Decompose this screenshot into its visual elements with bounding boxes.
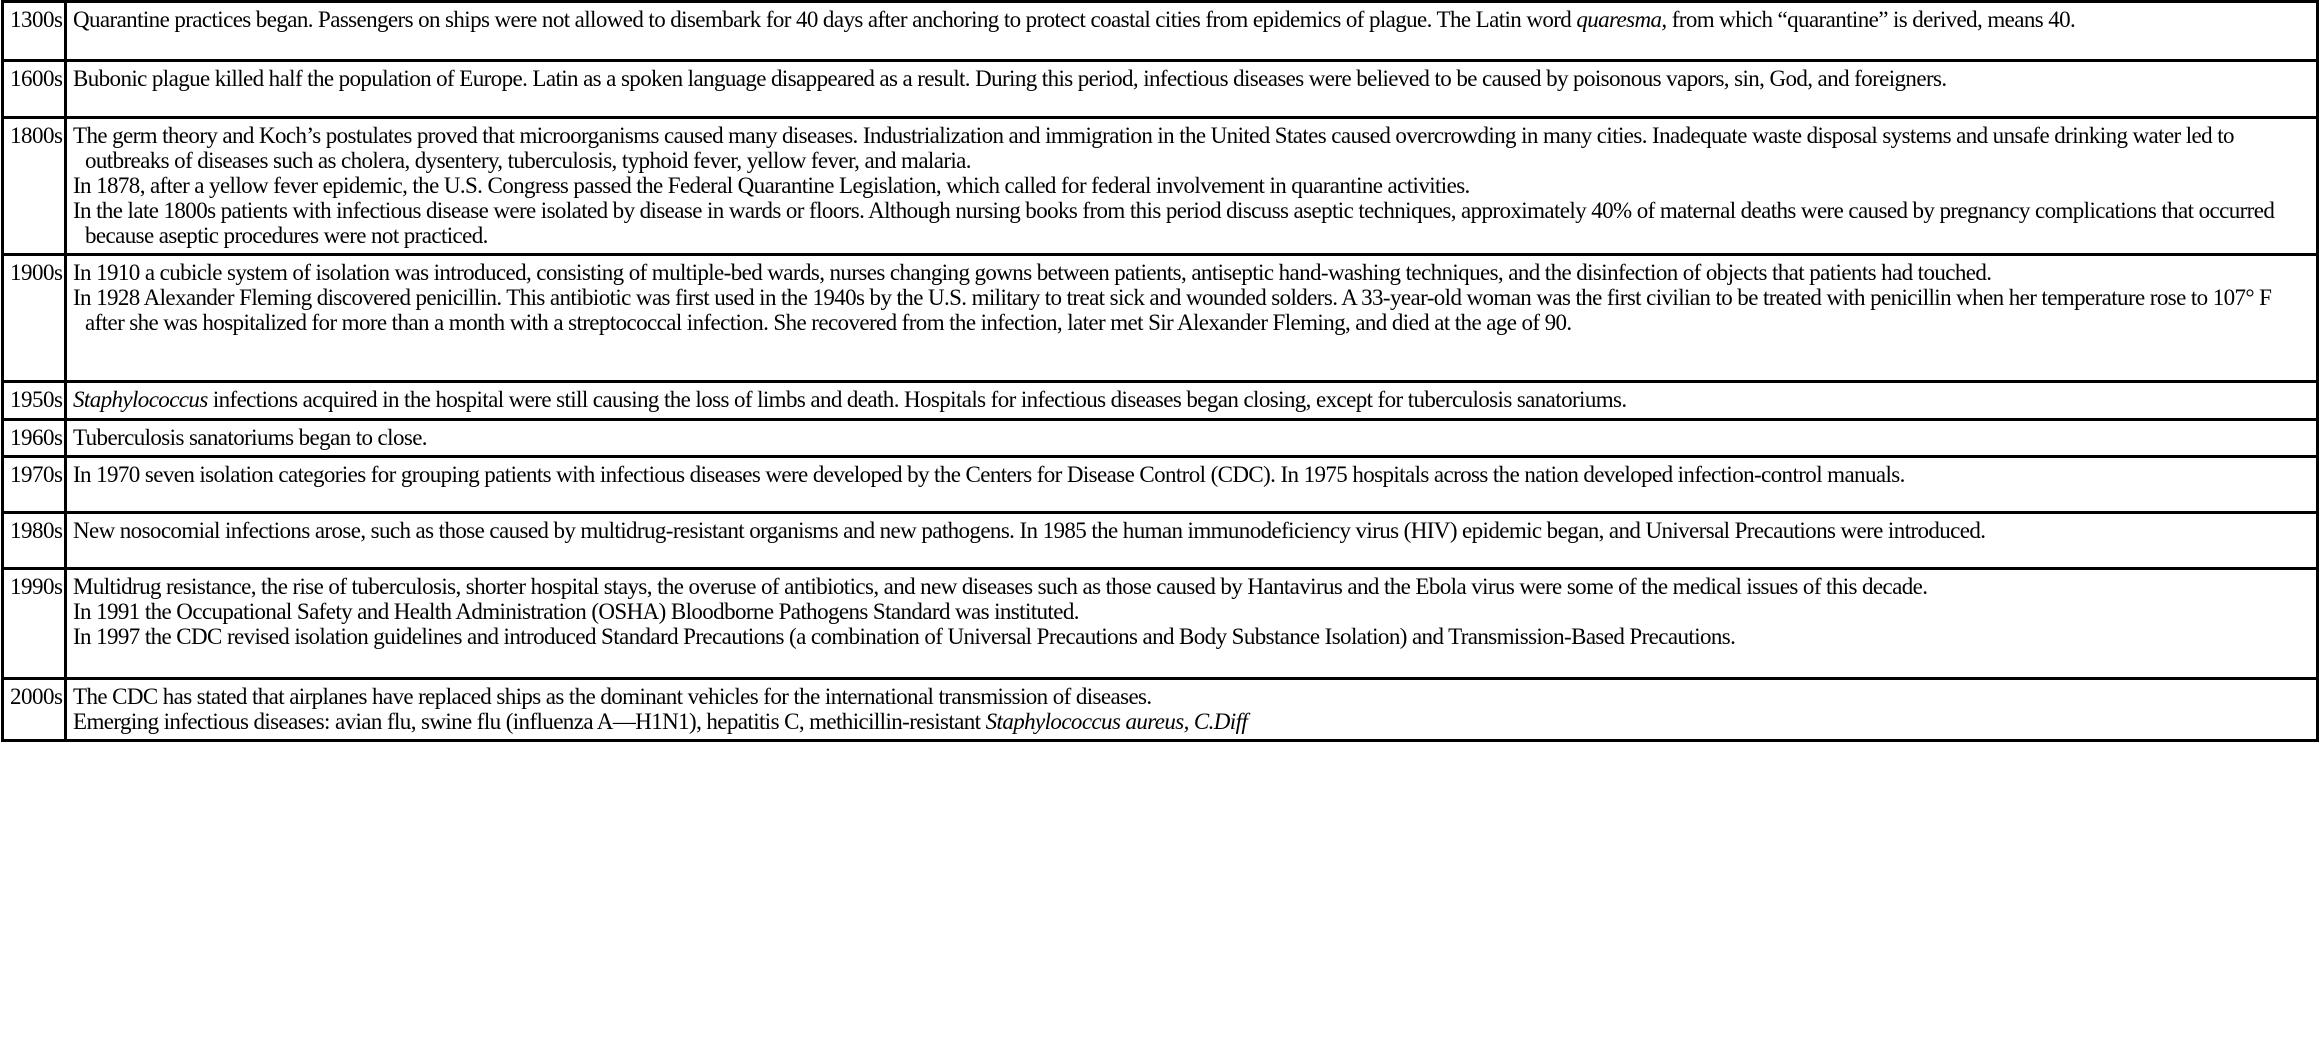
description-cell bbox=[66, 2, 2318, 61]
text-segment: Multidrug resistance, the rise of tuberculosis, shorter hospital stays, the overuse of antibiotics, and new diseases such as those caused by Hantavirus and the Ebola virus were some of the medical issues of this decade. bbox=[73, 574, 1928, 599]
text-segment: The germ theory and Koch’s postulates proved that microorganisms caused many diseases. Industrialization and immigration in the United States caused overcrowding in many cities. Inadequate waste disposal systems and unsafe drinking water led to outbreaks of diseases such as cholera, dysentery, tuberculosis, typhoid fever, yellow fever, and malaria. bbox=[73, 123, 2234, 173]
era-cell: 1600s bbox=[3, 61, 66, 118]
paragraph bbox=[73, 198, 2310, 248]
era-cell: 1990s bbox=[3, 569, 66, 679]
description-cell bbox=[66, 420, 2318, 457]
era-cell: 2000s bbox=[3, 679, 66, 741]
paragraph bbox=[73, 462, 2310, 487]
description-cell bbox=[66, 118, 2318, 255]
text-segment: In 1878, after a yellow fever epidemic, the U.S. Congress passed the Federal Quarantine Legislation, which called for federal involvement in quarantine activities. bbox=[73, 173, 1470, 198]
era-cell: 1980s bbox=[3, 513, 66, 569]
paragraph bbox=[73, 173, 2310, 198]
description-cell bbox=[66, 457, 2318, 513]
era-cell: 1800s bbox=[3, 118, 66, 255]
text-segment: Emerging infectious diseases: avian flu, swine flu (influenza A—H1N1), hepatitis C, methicillin-resistant bbox=[73, 709, 986, 734]
text-segment: Bubonic plague killed half the population of Europe. Latin as a spoken language disappeared as a result. During this period, infectious diseases were believed to be caused by poisonous vapors, sin, God, and foreigners. bbox=[73, 66, 1947, 91]
paragraph bbox=[73, 518, 2310, 543]
paragraph bbox=[73, 574, 2310, 599]
paragraph bbox=[73, 285, 2310, 335]
italic-term: Staphylococcus aureus, C.Diff bbox=[985, 709, 1248, 734]
paragraph bbox=[73, 425, 2310, 450]
table-row bbox=[3, 61, 2318, 118]
italic-term: Staphylococcus bbox=[73, 387, 208, 412]
description-cell bbox=[66, 61, 2318, 118]
table-row bbox=[3, 513, 2318, 569]
era-cell: 1970s bbox=[3, 457, 66, 513]
text-segment: In 1991 the Occupational Safety and Health Administration (OSHA) Bloodborne Pathogens Standard was instituted. bbox=[73, 599, 1079, 624]
text-segment: In the late 1800s patients with infectious disease were isolated by disease in wards or floors. Although nursing books from this period discuss aseptic techniques, approximately 40% of maternal deaths were caused by pregnancy complications that occurred because aseptic procedures were not practiced. bbox=[73, 198, 2275, 248]
paragraph bbox=[73, 123, 2310, 173]
table-row bbox=[3, 255, 2318, 382]
paragraph bbox=[73, 709, 2310, 734]
paragraph bbox=[73, 260, 2310, 285]
paragraph bbox=[73, 66, 2310, 91]
era-cell: 1960s bbox=[3, 420, 66, 457]
text-segment: Quarantine practices began. Passengers on ships were not allowed to disembark for 40 days after anchoring to protect coastal cities from epidemics of plague. The Latin word bbox=[73, 7, 1577, 32]
description-cell bbox=[66, 679, 2318, 741]
infection-control-timeline-table bbox=[1, 0, 2319, 742]
paragraph bbox=[73, 7, 2310, 32]
table-row bbox=[3, 679, 2318, 741]
era-cell: 1950s bbox=[3, 382, 66, 420]
description-cell bbox=[66, 513, 2318, 569]
paragraph bbox=[73, 599, 2310, 624]
text-segment: The CDC has stated that airplanes have replaced ships as the dominant vehicles for the international transmission of diseases. bbox=[73, 684, 1152, 709]
italic-term: quaresma, bbox=[1576, 7, 1667, 32]
text-segment: from which “quarantine” is derived, means 40. bbox=[1666, 7, 2076, 32]
table-row bbox=[3, 2, 2318, 61]
description-cell bbox=[66, 382, 2318, 420]
text-segment: In 1970 seven isolation categories for grouping patients with infectious diseases were developed by the Centers for Disease Control (CDC). In 1975 hospitals across the nation developed infection-control manuals. bbox=[73, 462, 1905, 487]
text-segment: In 1910 a cubicle system of isolation was introduced, consisting of multiple-bed wards, nurses changing gowns between patients, antiseptic hand-washing techniques, and the disinfection of objects that patients had touched. bbox=[73, 260, 1992, 285]
table-row bbox=[3, 457, 2318, 513]
paragraph bbox=[73, 624, 2310, 649]
text-segment: In 1928 Alexander Fleming discovered penicillin. This antibiotic was first used in the 1940s by the U.S. military to treat sick and wounded solders. A 33-year-old woman was the first civilian to be treated with penicillin when her temperature rose to 107° F after she was hospitalized for more than a month with a streptococcal infection. She recovered from the infection, later met Sir Alexander Fleming, and died at the age of 90. bbox=[73, 285, 2272, 335]
table-row bbox=[3, 118, 2318, 255]
description-cell bbox=[66, 569, 2318, 679]
text-segment: infections acquired in the hospital were still causing the loss of limbs and death. Hospitals for infectious diseases began closing, except for tuberculosis sanatoriums. bbox=[207, 387, 1627, 412]
text-segment: In 1997 the CDC revised isolation guidelines and introduced Standard Precautions (a combination of Universal Precautions and Body Substance Isolation) and Transmission-Based Precautions. bbox=[73, 624, 1736, 649]
table-row bbox=[3, 382, 2318, 420]
table-row bbox=[3, 569, 2318, 679]
text-segment: New nosocomial infections arose, such as those caused by multidrug-resistant organisms and new pathogens. In 1985 the human immunodeficiency virus (HIV) epidemic began, and Universal Precautions were introduced. bbox=[73, 518, 1986, 543]
era-cell: 1300s bbox=[3, 2, 66, 61]
text-segment: Tuberculosis sanatoriums began to close. bbox=[73, 425, 427, 450]
paragraph bbox=[73, 684, 2310, 709]
table-row bbox=[3, 420, 2318, 457]
description-cell bbox=[66, 255, 2318, 382]
era-cell: 1900s bbox=[3, 255, 66, 382]
paragraph bbox=[73, 387, 2310, 412]
